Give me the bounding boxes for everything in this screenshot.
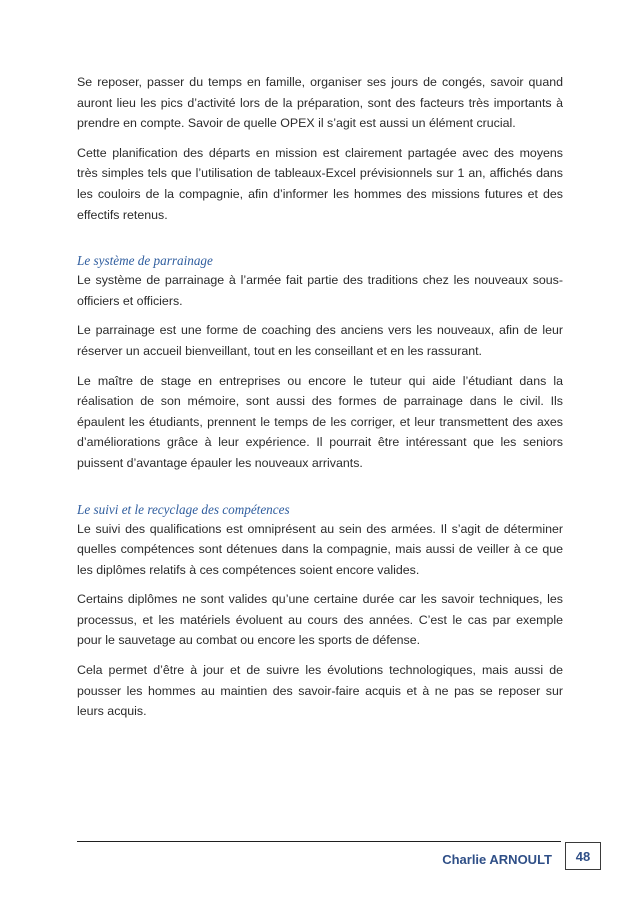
paragraph: Se reposer, passer du temps en famille, organiser ses jours de congés, savoir quand auront lieu les pics d’activité lors de la préparation, sont des facteurs très importants à prendre en compte. Savoir de quelle OPEX il s’agit est aussi un élément crucial. [77, 75, 563, 131]
page-number: 48 [565, 842, 601, 870]
paragraph: Cela permet d’être à jour et de suivre les évolutions technologiques, mais aussi de pousser les hommes au maintien des savoir-faire acquis et à ne pas se reposer sur leurs acquis. [77, 663, 563, 719]
section-heading-parrainage: Le système de parrainage [77, 253, 213, 269]
paragraph: Le parrainage est une forme de coaching des anciens vers les nouveaux, afin de leur réserver un accueil bienveillant, tout en les conseillant et en les rassurant. [77, 323, 563, 358]
paragraph: Le suivi des qualifications est omniprésent au sein des armées. Il s’agit de déterminer quelles compétences sont détenues dans la compagnie, mais aussi de veiller à ce que les diplômes relatifs à ces compétences soient encore valides. [77, 521, 563, 577]
paragraph: Cette planification des départs en mission est clairement partagée avec des moyens très simples tels que l’utilisation de tableaux-Excel prévisionnels sur 1 an, affichés dans les couloirs de la compagnie, afin d’informer les hommes des missions futures et des effectifs retenus. [77, 145, 563, 222]
footer-author: Charlie ARNOULT [442, 852, 552, 867]
paragraph: Le maître de stage en entreprises ou encore le tuteur qui aide l’étudiant dans la réalisation de son mémoire, sont aussi des formes de parrainage dans le civil. Ils épaulent les étudiants, prennent le temps de les corriger, et leur transmettent des axes d’améliorations grâce à leur expérience. Il pourrait être intéressant que les seniors puissent d’avantage épauler les nouveaux arrivants. [77, 373, 563, 470]
section-heading-suivi-competences: Le suivi et le recyclage des compétences [77, 501, 290, 517]
footer-divider [77, 841, 561, 842]
paragraph: Certains diplômes ne sont valides qu’une certaine durée car les savoir techniques, les processus, et les matériels évoluent au cours des années. C’est le cas par exemple pour le sauvetage au combat ou encore les sports de défense. [77, 592, 563, 648]
document-page [77, 72, 563, 731]
paragraph: Le système de parrainage à l’armée fait partie des traditions chez les nouveaux sous-officiers et officiers. [77, 273, 563, 308]
